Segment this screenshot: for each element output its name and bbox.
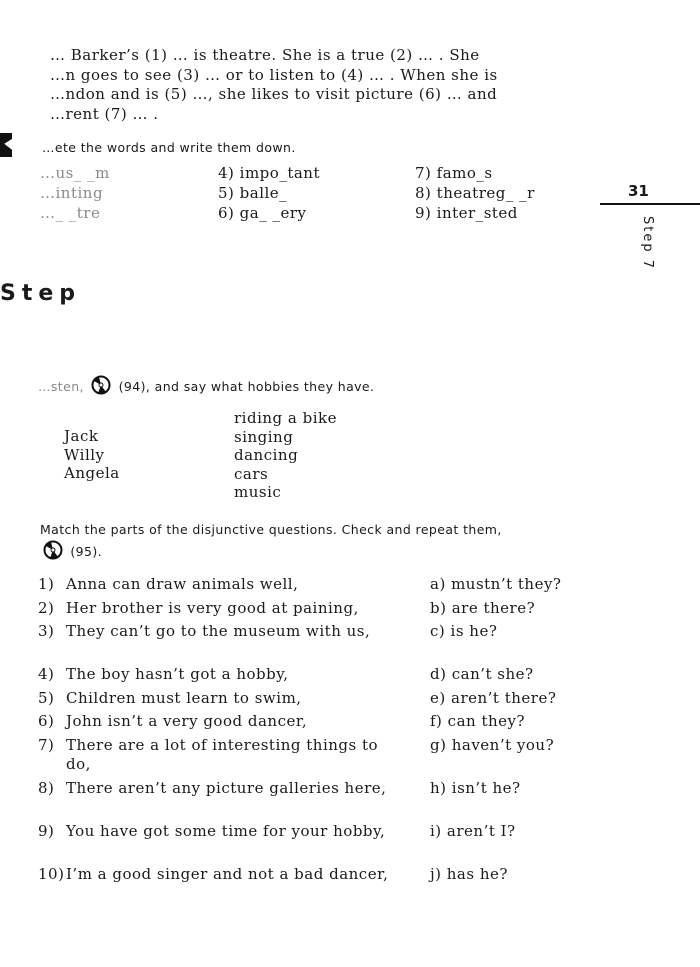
match-number: 5) [38,689,55,707]
match-answer: d) can’t she? [430,665,534,683]
hobby-item: singing [234,427,294,446]
word-item: 7) famo_s [415,164,493,182]
page-rule [600,203,700,205]
paragraph-text: …n goes to see (3) … or to listen to (4) … . When she is [50,65,498,84]
match-question: There are a lot of interesting things to do, [66,736,379,773]
hobbies-list [234,409,337,502]
match-answer: a) mustn’t they? [430,575,562,593]
words-grid [40,164,560,223]
paragraph-text: …rent (7) … . [50,104,159,123]
names-list [64,427,120,483]
match-question: Her brother is very good at paining, [66,599,359,617]
match-answer: e) aren’t there? [430,689,557,707]
match-number: 7) [38,736,55,754]
match-question: Children must learn to swim, [66,689,302,707]
audio-disc-icon [42,540,64,560]
word-item: …_ _tre [40,204,101,222]
hobby-item: cars [234,464,269,483]
side-step-label: Step 7 [640,216,655,271]
word-item: 5) balle_ [218,184,288,202]
paragraph-line [50,46,574,66]
complete-words-instruction: …ete the words and write them down. [42,140,296,155]
match-question: John isn’t a very good dancer, [66,712,308,730]
word-item: …us_ _m [40,164,110,182]
match-answer: h) isn’t he? [430,779,521,797]
match-row [38,622,578,665]
match-number: 3) [38,622,55,640]
hobby-item: music [234,483,282,501]
paragraph-line [50,66,574,86]
match-number: 6) [38,712,55,730]
listen-suffix: (94), and say what hobbies they have. [118,379,375,394]
audio-disc-icon [90,375,112,395]
paragraph-text: …ndon and is (5) …, she likes to visit picture (6) … and [50,85,498,103]
top-paragraph [50,46,574,124]
match-row [38,599,578,622]
match-question: You have got some time for your hobby, [66,822,386,840]
word-item: 4) impo_tant [218,164,320,182]
match-row [38,736,578,779]
name-item: Willy [64,445,105,464]
match-answer: i) aren’t I? [430,822,516,840]
match-list [38,575,578,908]
match-instruction-text: Match the parts of the disjunctive questions. Check and repeat them, [40,522,502,537]
match-instruction-text: (95). [70,544,103,559]
page-number: 31 [628,182,649,200]
match-answer: j) has he? [430,865,508,883]
paragraph-line [50,85,574,105]
word-item: 6) ga_ _ery [218,204,307,222]
listen-instruction [38,375,374,395]
match-question: Anna can draw animals well, [66,575,299,593]
match-number: 10) [38,865,65,883]
listen-prefix: …sten, [38,379,84,394]
hobby-item: riding a bike [234,409,337,427]
match-number: 9) [38,822,55,840]
match-answer: f) can they? [430,712,526,730]
match-question: I’m a good singer and not a bad dancer, [66,865,389,883]
match-answer: c) is he? [430,622,498,640]
name-item: Angela [64,464,120,482]
word-item: 8) theatreg_ _r [415,184,535,202]
name-item: Jack [64,427,99,445]
word-item: 9) inter_sted [415,204,518,222]
match-number: 8) [38,779,55,797]
match-answer: b) are there? [430,599,536,617]
match-row [38,712,578,736]
match-number: 1) [38,575,55,593]
exercise-marker-icon [0,133,12,157]
paragraph-text: … Barker’s (1) … is theatre. She is a true (2) … . She [50,46,480,64]
hobby-item: dancing [234,446,299,464]
match-instruction [40,522,575,560]
match-row [38,779,578,822]
paragraph-line [50,105,574,125]
match-number: 4) [38,665,55,683]
match-row [38,575,578,599]
word-item: …inting [40,184,104,202]
match-row [38,665,578,689]
match-answer: g) haven’t you? [430,736,555,754]
match-instruction-line [40,522,575,537]
match-row [38,865,578,908]
match-question: They can’t go to the museum with us, [66,622,371,640]
match-row [38,822,578,865]
match-row [38,689,578,712]
match-number: 2) [38,599,55,617]
match-instruction-line [40,540,575,560]
match-question: There aren’t any picture galleries here, [66,779,387,797]
match-question: The boy hasn’t got a hobby, [66,665,289,683]
step-heading: Step [0,281,82,306]
